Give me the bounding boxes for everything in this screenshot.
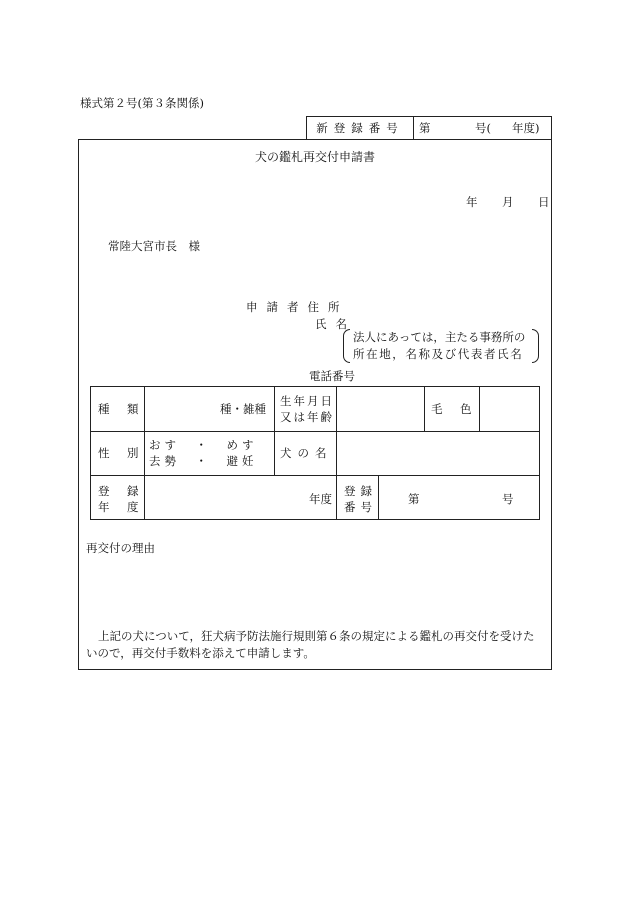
corporation-note-line-2: 所在地，名称及び代表者氏名	[353, 347, 524, 361]
applicant-name-label: 氏名	[315, 317, 356, 331]
neuter-options: 去勢 ・ 避妊	[149, 454, 258, 468]
applicant-address-label: 申請者住所	[246, 300, 349, 314]
right-bracket	[532, 329, 539, 363]
registration-number-suffix-row: 号	[502, 492, 514, 506]
registration-number-prefix: 第	[419, 121, 431, 135]
registration-year-suffix: 年度)	[512, 121, 540, 135]
form-number-label: 様式第２号(第３条関係)	[80, 96, 204, 110]
dog-name-label: 犬の名	[280, 446, 333, 460]
date-year: 年	[466, 195, 478, 209]
form-title: 犬の鑑札再交付申請書	[254, 150, 375, 164]
addressee: 常陸大宮市長 様	[108, 239, 200, 253]
phone-label: 電話番号	[309, 369, 355, 383]
kind-value: 種・雑種	[220, 402, 266, 416]
sex-options: おす ・ めす	[149, 438, 258, 452]
registration-number-label: 新登録番号	[307, 117, 414, 139]
corporation-note-line-1: 法人にあっては，主たる事務所の	[353, 330, 526, 344]
date-day: 日	[538, 195, 550, 209]
kind-label: 種 類	[98, 402, 142, 416]
registration-number-label-row-2: 番号	[344, 500, 377, 514]
registration-number-suffix: 号(	[475, 121, 491, 135]
birth-date-label: 生年月日	[280, 394, 334, 408]
reissue-reason-label: 再交付の理由	[86, 541, 155, 555]
registration-number-prefix-row: 第	[408, 492, 420, 506]
date-month: 月	[502, 195, 514, 209]
left-bracket	[343, 329, 350, 363]
registration-year-suffix: 年度	[309, 492, 332, 506]
registration-number-header	[306, 116, 552, 140]
coat-color-label: 毛 色	[431, 402, 475, 416]
registration-year-label: 登 録	[98, 484, 142, 498]
declaration-statement	[86, 628, 546, 662]
dog-info-table	[90, 386, 540, 520]
age-label: 又は年齢	[280, 410, 334, 424]
declaration-text: 上記の犬について，狂犬病予防法施行規則第６条の規定による鑑札の再交付を受けたいので，再交付手数料を添えて申請します。	[86, 629, 535, 660]
sex-label: 性 別	[98, 446, 142, 460]
corporation-note	[343, 329, 539, 363]
registration-number-label-row: 登録	[344, 484, 377, 498]
registration-year-label-2: 年 度	[98, 500, 142, 514]
